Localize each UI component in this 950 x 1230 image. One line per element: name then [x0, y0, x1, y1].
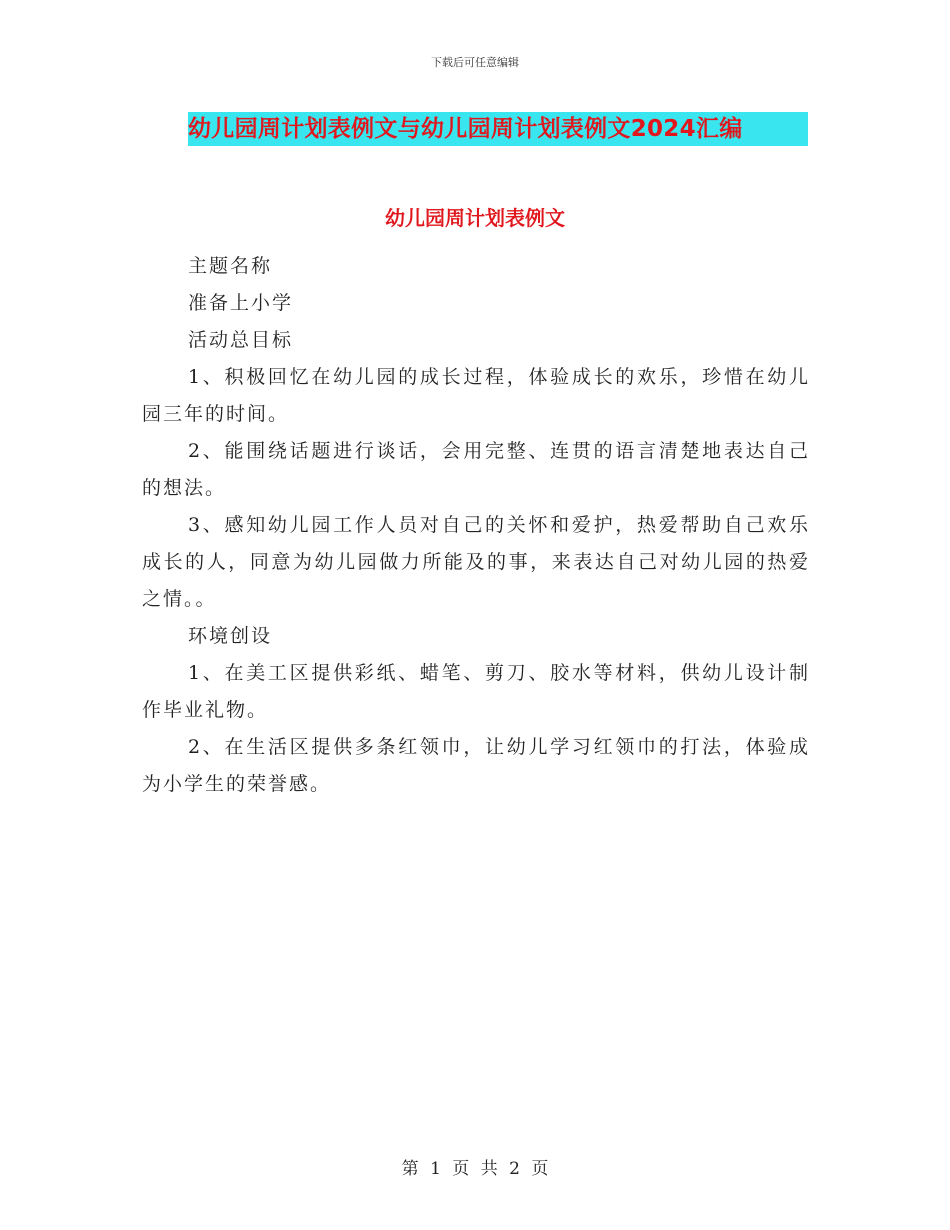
paragraph: 2、在生活区提供多条红领巾，让幼儿学习红领巾的打法，体验成为小学生的荣誉感。 [142, 736, 810, 795]
paragraph: 1、在美工区提供彩纸、蜡笔、剪刀、胶水等材料，供幼儿设计制作毕业礼物。 [142, 662, 810, 721]
document-body [142, 248, 810, 803]
paragraph: 2、能围绕话题进行谈话，会用完整、连贯的语言清楚地表达自己的想法。 [142, 440, 810, 499]
paragraph: 活动总目标 [188, 329, 294, 351]
page-header-note: 下载后可任意编辑 [431, 56, 519, 69]
document-title: 幼儿园周计划表例文与幼儿园周计划表例文2024汇编 [188, 116, 743, 142]
paragraph: 1、积极回忆在幼儿园的成长过程，体验成长的欢乐，珍惜在幼儿园三年的时间。 [142, 366, 810, 425]
section-title: 幼儿园周计划表例文 [385, 206, 565, 230]
paragraph: 准备上小学 [188, 292, 294, 314]
paragraph: 环境创设 [188, 625, 273, 647]
page-number: 第 1 页 共 2 页 [401, 1159, 549, 1179]
document-title-highlight [188, 112, 808, 146]
paragraph: 3、感知幼儿园工作人员对自己的关怀和爱护，热爱帮助自己欢乐成长的人，同意为幼儿园做力所能及的事，来表达自己对幼儿园的热爱之情。。 [142, 514, 810, 610]
paragraph: 主题名称 [188, 255, 273, 277]
